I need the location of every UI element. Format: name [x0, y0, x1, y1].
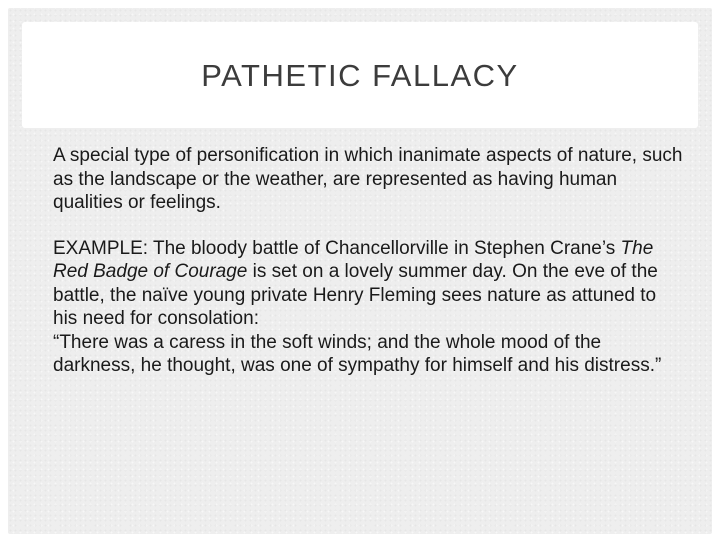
slide-body	[53, 144, 683, 378]
example-quote: “There was a caress in the soft winds; and the whole mood of the darkness, he thought, was one of sympathy for himself and his distress.”	[53, 331, 662, 376]
example-paragraph	[53, 237, 683, 378]
example-middle: is set on a lovely summer day. On the eve of the battle, the naïve young private Henry Fleming sees nature as attuned to his need for consolation:	[53, 261, 658, 329]
example-prefix: EXAMPLE: The bloody battle of Chancellorville in Stephen Crane’s	[53, 237, 621, 259]
definition-paragraph: A special type of personification in which inanimate aspects of nature, such as the landscape or the weather, are represented as having human qualities or feelings.	[53, 145, 683, 213]
book-title: The Red Badge of Courage	[53, 237, 654, 282]
slide-title: PATHETIC FALLACY	[201, 58, 519, 93]
slide	[8, 8, 712, 534]
title-bar	[22, 22, 698, 128]
